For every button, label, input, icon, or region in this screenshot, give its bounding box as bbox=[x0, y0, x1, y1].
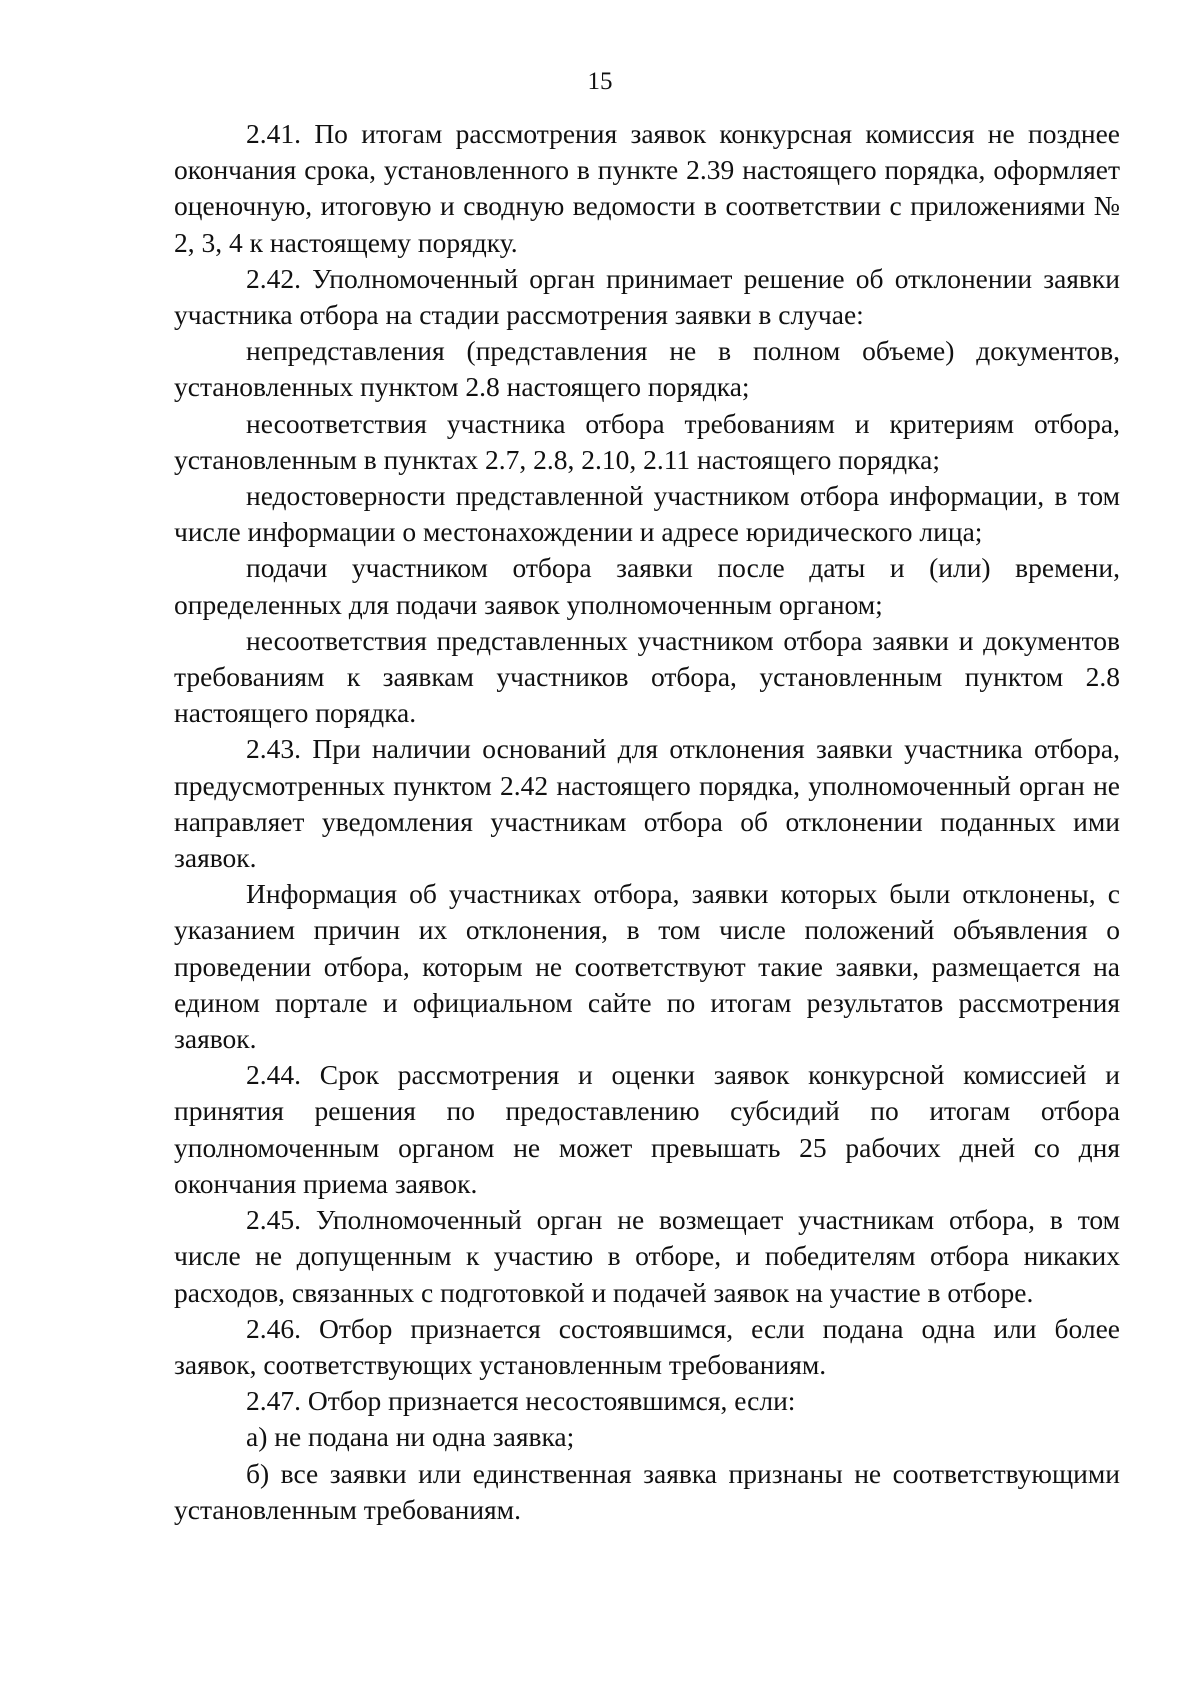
paragraph-2-45: 2.45. Уполномоченный орган не возмещает участникам отбора, в том числе не допущенным к участию в отборе, и победителям отбора никаких расходов, связанных с подготовкой и подачей заявок на участие в отборе. bbox=[174, 1204, 1120, 1308]
paragraph-2-47: 2.47. Отбор признается несостоявшимся, если: bbox=[246, 1385, 796, 1417]
list-item-b: б) все заявки или единственная заявка признаны не соответствующими установленным требованиям. bbox=[174, 1457, 1120, 1525]
document-body bbox=[174, 116, 1120, 1528]
list-item-noncompliance-documents: несоответствия представленных участником отбора заявки и документов требованиям к заявкам участников отбора, установленным пунктом 2.8 настоящего порядка. bbox=[174, 624, 1120, 729]
page-number: 15 bbox=[587, 68, 613, 95]
paragraph-2-41: 2.41. По итогам рассмотрения заявок конкурсная комиссия не позднее окончания срока, установленного в пункте 2.39 настоящего порядка, оформляет оценочную, итоговую и сводную ведомости в соответствии с приложениями № 2, 3, 4 к настоящему порядку. bbox=[174, 118, 1120, 258]
paragraph-2-42: 2.42. Уполномоченный орган принимает решение об отклонении заявки участника отбора на стадии рассмотрения заявки в случае: bbox=[174, 262, 1120, 331]
list-item-unreliable-info: недостоверности представленной участником отбора информации, в том числе информации о местонахождении и адресе юридического лица; bbox=[174, 480, 1120, 548]
paragraph-rejection-info: Информация об участниках отбора, заявки которых были отклонены, с указанием причин их отклонения, в том числе положений объявления о проведении отбора, которым не соответствуют такие заявки, размещается на едином портале и официальном сайте по итогам результатов рассмотрения заявок. bbox=[174, 878, 1120, 1055]
paragraph-2-44: 2.44. Срок рассмотрения и оценки заявок конкурсной комиссией и принятия решения по предоставлению субсидий по итогам отбора уполномоченным органом не может превышать 25 рабочих дней со дня окончания приема заявок. bbox=[174, 1059, 1120, 1199]
list-item-noncompliance-participant: несоответствия участника отбора требованиям и критериям отбора, установленным в пунктах 2.7, 2.8, 2.10, 2.11 настоящего порядка; bbox=[174, 407, 1120, 475]
list-item-nonsubmission: непредставления (представления не в полном объеме) документов, установленных пунктом 2.8 настоящего порядка; bbox=[174, 335, 1120, 403]
list-item-a: а) не подана ни одна заявка; bbox=[246, 1421, 575, 1453]
paragraph-2-43: 2.43. При наличии оснований для отклонения заявки участника отбора, предусмотренных пунктом 2.42 настоящего порядка, уполномоченный орган не направляет уведомления участникам отбора об отклонении поданных ими заявок. bbox=[174, 733, 1120, 874]
paragraph-2-46: 2.46. Отбор признается состоявшимся, если подана одна или более заявок, соответствующих установленным требованиям. bbox=[174, 1312, 1120, 1380]
list-item-late-submission: подачи участником отбора заявки после даты и (или) времени, определенных для подачи заявок уполномоченным органом; bbox=[174, 552, 1120, 620]
